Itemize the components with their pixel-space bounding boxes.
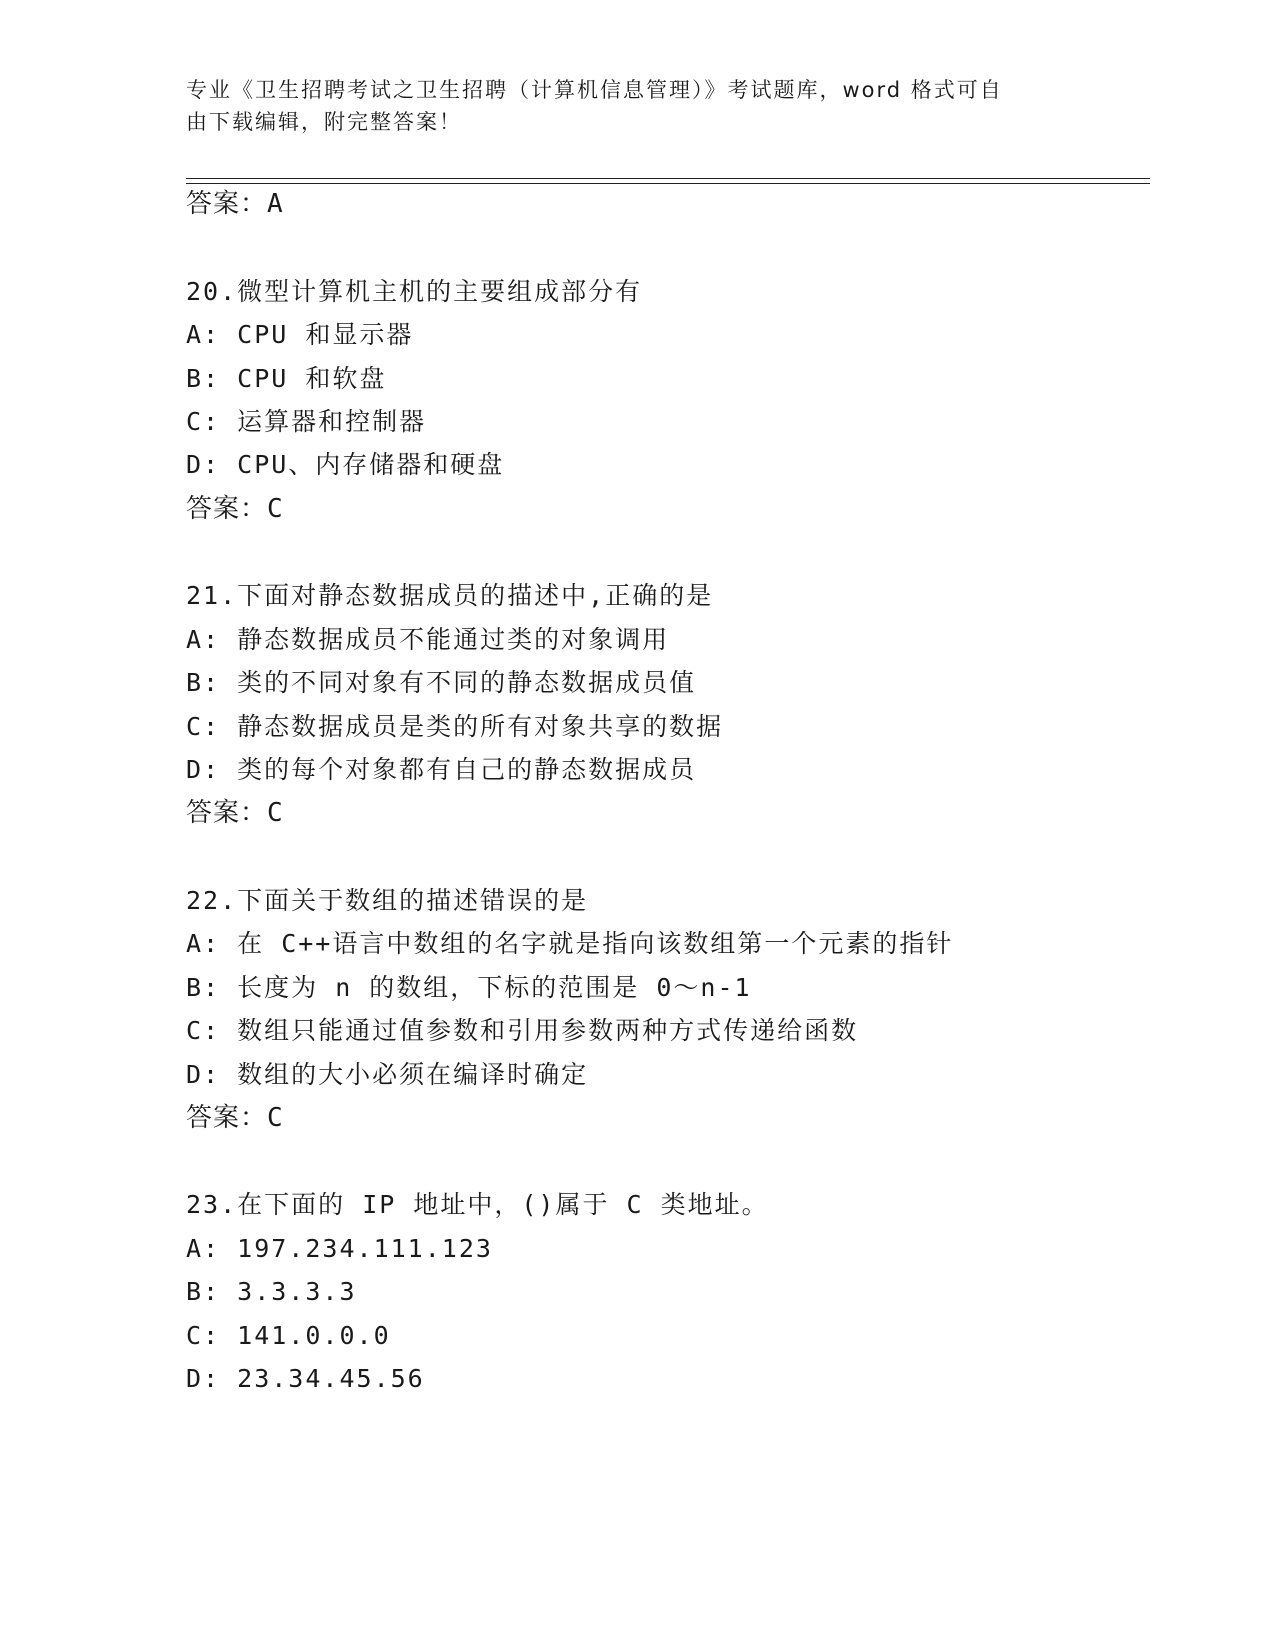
question-21-option-b: B: 类的不同对象有不同的静态数据成员值	[186, 668, 697, 697]
question-20-option-a: A: CPU 和显示器	[186, 320, 414, 349]
header-divider-top	[186, 178, 1150, 179]
answer-label: 答案：	[186, 494, 268, 524]
question-22-stem: 22.下面关于数组的描述错误的是	[186, 886, 589, 915]
question-21-option-a: A: 静态数据成员不能通过类的对象调用	[186, 625, 670, 654]
question-22-option-b: B: 长度为 n 的数组，下标的范围是 0～n-1	[186, 973, 752, 1002]
question-21-option-c: C: 静态数据成员是类的所有对象共享的数据	[186, 712, 724, 741]
header-line-1: 专业《卫生招聘考试之卫生招聘（计算机信息管理）》考试题库，word 格式可自	[186, 78, 1003, 102]
question-23-option-d: D: 23.34.45.56	[186, 1364, 425, 1393]
answer-prev	[186, 188, 284, 220]
question-23-stem: 23.在下面的 IP 地址中，()属于 C 类地址。	[186, 1190, 769, 1219]
answer-value: A	[267, 189, 284, 219]
question-23-option-a: A: 197.234.111.123	[186, 1234, 493, 1263]
question-22-option-c: C: 数组只能通过值参数和引用参数两种方式传递给函数	[186, 1016, 859, 1045]
answer-label: 答案：	[186, 189, 268, 219]
question-23-option-c: C: 141.0.0.0	[186, 1321, 391, 1350]
question-22-option-d: D: 数组的大小必须在编译时确定	[186, 1060, 589, 1089]
header-line-2: 由下载编辑，附完整答案！	[186, 110, 462, 134]
answer-label: 答案：	[186, 1103, 268, 1133]
question-20-answer	[186, 493, 284, 525]
question-22-answer	[186, 1102, 284, 1134]
answer-value: C	[267, 798, 284, 828]
answer-label: 答案：	[186, 798, 268, 828]
question-20-stem: 20.微型计算机主机的主要组成部分有	[186, 277, 643, 306]
question-23-option-b: B: 3.3.3.3	[186, 1277, 357, 1306]
question-21-answer	[186, 797, 284, 829]
question-21-stem: 21.下面对静态数据成员的描述中,正确的是	[186, 581, 714, 610]
question-21-option-d: D: 类的每个对象都有自己的静态数据成员	[186, 755, 697, 784]
question-20-option-c: C: 运算器和控制器	[186, 407, 427, 436]
header-divider-bottom	[186, 183, 1150, 184]
answer-value: C	[267, 1103, 284, 1133]
question-22-option-a: A: 在 C++语言中数组的名字就是指向该数组第一个元素的指针	[186, 929, 954, 958]
answer-value: C	[267, 494, 284, 524]
question-20-option-b: B: CPU 和软盘	[186, 364, 387, 393]
document-header	[186, 74, 1066, 138]
question-20-option-d: D: CPU、内存储器和硬盘	[186, 450, 505, 479]
